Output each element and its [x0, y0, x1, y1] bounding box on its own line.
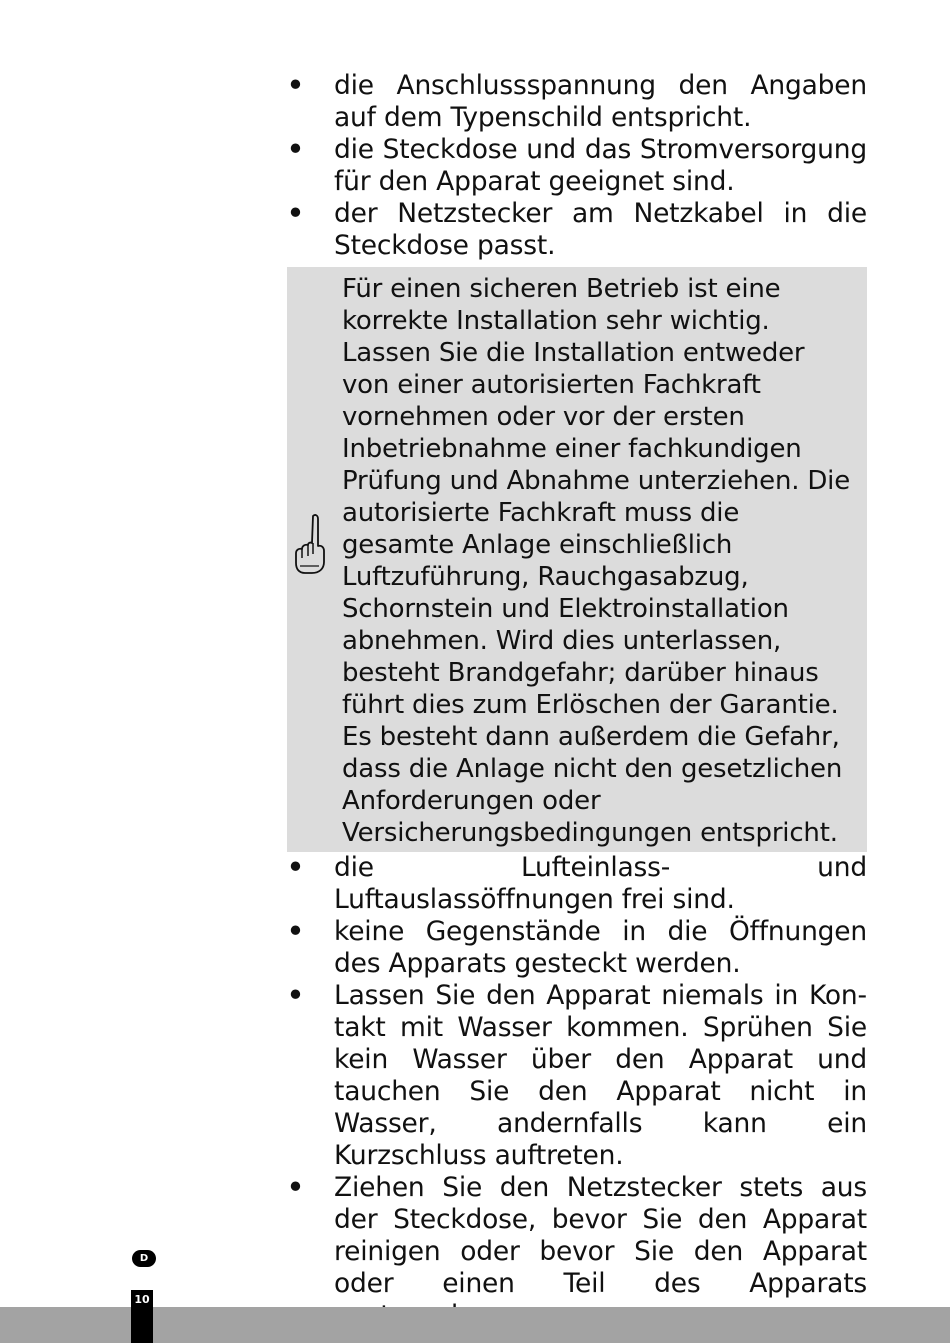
list-item — [287, 70, 867, 134]
bullet-icon: • — [287, 198, 304, 229]
installation-note-box — [287, 267, 867, 852]
list-item — [287, 852, 867, 916]
requirements-list-bottom — [287, 852, 867, 1332]
pointing-hand-icon — [293, 512, 327, 576]
requirements-list-top — [287, 70, 867, 262]
language-badge: D — [132, 1250, 156, 1267]
bullet-icon: • — [287, 1172, 304, 1203]
bullet-icon: • — [287, 134, 304, 165]
main-content — [287, 70, 867, 1332]
bullet-icon: • — [287, 916, 304, 947]
page-number: 10 — [134, 1293, 150, 1306]
list-item-text: keine Gegenstände in die Öffnungen des Apparats gesteckt werden. — [334, 916, 867, 979]
list-item-text: die Steckdose und das Stromversorgung für den Apparat geeignet sind. — [334, 134, 867, 197]
list-item — [287, 916, 867, 980]
list-item-text: die Anschlussspannung den Angaben auf dem Typenschild entspricht. — [334, 70, 867, 133]
list-item-text: Ziehen Sie den Netzstecker stets aus der Steckdose, bevor Sie den Apparat reinigen oder bevor Sie den Apparat oder einen Teil des Apparats — [334, 1172, 867, 1299]
note-text: Für einen sicheren Betrieb ist eine korrekte Installation sehr wichtig. Lassen Sie die Installation entweder von einer autorisierten Fachkraft vornehmen oder vor der ersten Inbetriebnahme einer fachkundigen Prüfung und Abnahme unterziehen. Die autorisierte Fachkraft muss die gesamte Anlage einschließlich Luftzuführung, Rauchgasabzug, Schornstein und Elektroinstallation abnehmen. Wird dies unterlassen, besteht Brandgefahr; darüber hinaus führt dies zum Erlöschen der Garantie. Es besteht dann außerdem die Gefahr, dass die Anlage nicht den gesetzlichen Anforderungen oder Versicherungsbedingungen entspricht. — [342, 274, 850, 848]
bullet-icon: • — [287, 70, 304, 101]
list-item-text: Lassen Sie den Apparat niemals in Kontakt mit Wasser kommen. Sprühen Sie kein Wasser über den Apparat und tauchen Sie den Apparat nicht in Wasser, andernfalls kann ein Kurzschluss auftreten. — [334, 980, 867, 1171]
list-item — [287, 980, 867, 1172]
list-item-text: der Netzstecker am Netzkabel in die Steckdose passt. — [334, 198, 867, 261]
list-item — [287, 134, 867, 198]
bullet-icon: • — [287, 852, 304, 883]
list-item-text: die Lufteinlass- und Luftauslassöffnungen frei sind. — [334, 852, 867, 915]
bullet-icon: • — [287, 980, 304, 1011]
list-item — [287, 198, 867, 262]
